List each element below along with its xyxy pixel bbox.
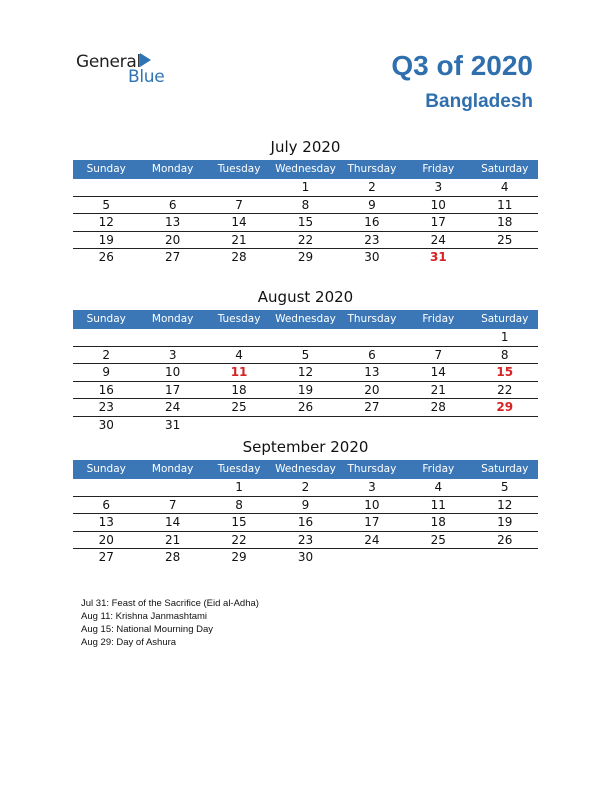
day-cell: 11	[497, 197, 513, 212]
day-cell: 16	[297, 515, 314, 529]
day-cell	[139, 179, 205, 196]
day-cell: 10	[430, 197, 446, 212]
day-cell: 6	[368, 347, 376, 362]
day-cell: 28	[164, 550, 181, 564]
day-cell: 4	[500, 180, 509, 194]
weekday-label: Thursday	[347, 313, 397, 325]
day-cell: 14	[430, 365, 446, 379]
weekday-label: Monday	[151, 463, 194, 475]
weekday-label: Saturday	[481, 163, 529, 175]
day-cell: 10	[364, 497, 380, 512]
day-cell: 12	[497, 497, 513, 512]
day-cell: 20	[98, 532, 114, 547]
day-cell: 2	[102, 347, 111, 362]
weekday-label: Thursday	[347, 163, 397, 175]
weekday-label: Thursday	[347, 463, 397, 475]
day-cell: 10	[164, 365, 181, 379]
week-row	[73, 214, 538, 232]
day-cell	[405, 329, 471, 346]
week-row	[73, 329, 538, 347]
weekday-header	[73, 460, 538, 479]
month-title: September 2020	[242, 438, 369, 456]
week-row	[73, 479, 538, 497]
holiday-day-cell: 29	[496, 400, 514, 414]
quarter-title: Q3 of 2020	[391, 50, 533, 81]
month-calendar-august	[73, 286, 538, 434]
day-cell: 30	[297, 550, 314, 564]
day-cell	[405, 549, 471, 567]
day-cell: 9	[368, 197, 376, 212]
day-cell: 4	[235, 347, 243, 362]
day-cell	[472, 249, 538, 267]
day-cell	[206, 179, 272, 196]
day-cell	[139, 329, 205, 346]
month-title: August 2020	[257, 288, 354, 306]
day-cell: 6	[168, 197, 177, 212]
day-cell: 8	[235, 497, 243, 512]
day-cell: 26	[297, 400, 314, 414]
day-cell: 16	[98, 382, 114, 397]
generalblue-logo	[76, 52, 176, 92]
day-cell: 16	[364, 215, 380, 229]
day-cell: 21	[164, 532, 181, 547]
holiday-day-cell: 15	[496, 365, 514, 379]
week-row	[73, 179, 538, 197]
day-cell: 30	[364, 250, 380, 264]
day-cell	[339, 549, 405, 567]
day-cell: 26	[497, 532, 513, 547]
weekday-label: Wednesday	[275, 463, 336, 475]
day-cell: 7	[168, 497, 177, 512]
week-row	[73, 532, 538, 550]
weekday-label: Saturday	[481, 313, 529, 325]
holiday-note: Aug 11: Krishna Janmashtami	[81, 611, 208, 622]
day-cell	[139, 479, 205, 496]
day-cell	[472, 549, 538, 567]
day-cell: 25	[231, 400, 247, 414]
day-cell: 20	[364, 382, 380, 397]
week-row	[73, 249, 538, 267]
day-cell: 1	[301, 180, 310, 194]
day-cell: 3	[434, 180, 443, 194]
day-cell: 22	[297, 232, 314, 247]
weekday-label: Saturday	[481, 463, 529, 475]
day-cell: 1	[235, 480, 243, 494]
weekday-label: Friday	[422, 163, 455, 175]
day-cell: 14	[164, 515, 181, 529]
day-cell: 23	[98, 400, 114, 414]
weekday-label: Friday	[422, 463, 455, 475]
day-cell: 21	[231, 232, 247, 247]
day-cell: 31	[164, 417, 181, 432]
logo-flag-icon	[140, 53, 151, 67]
day-cell: 25	[430, 532, 446, 547]
weekday-header	[73, 310, 538, 329]
day-cell: 5	[500, 480, 509, 494]
day-cell: 25	[497, 232, 513, 247]
week-row	[73, 514, 538, 532]
day-cell	[339, 417, 405, 435]
day-cell: 22	[497, 382, 513, 397]
day-cell: 2	[301, 480, 310, 494]
logo-text-blue: Blue	[128, 67, 165, 87]
day-cell	[73, 329, 139, 346]
day-cell: 5	[301, 347, 310, 362]
week-row	[73, 364, 538, 382]
day-cell: 3	[168, 347, 177, 362]
day-cell: 1	[500, 330, 509, 344]
week-row	[73, 417, 538, 435]
week-row	[73, 382, 538, 400]
month-title: July 2020	[270, 138, 341, 156]
day-cell: 7	[434, 347, 443, 362]
week-row	[73, 497, 538, 515]
week-row	[73, 347, 538, 365]
day-cell: 3	[368, 480, 376, 494]
day-cell: 17	[364, 515, 380, 529]
day-cell	[405, 417, 471, 435]
holiday-note: Jul 31: Feast of the Sacrifice (Eid al-Adha)	[81, 598, 259, 609]
day-cell	[206, 329, 272, 346]
day-cell: 18	[430, 515, 446, 529]
day-cell: 29	[231, 550, 247, 564]
weekday-label: Friday	[422, 313, 455, 325]
day-cell: 21	[430, 382, 446, 397]
month-calendar-july	[73, 136, 538, 267]
day-cell: 9	[301, 497, 310, 512]
day-cell: 12	[297, 365, 314, 379]
weekday-label: Monday	[151, 313, 194, 325]
day-cell: 19	[297, 382, 314, 397]
day-cell: 2	[368, 180, 376, 194]
week-row	[73, 232, 538, 250]
weekday-label: Sunday	[86, 313, 126, 325]
day-cell: 17	[164, 382, 181, 397]
day-cell: 6	[102, 497, 111, 512]
country-title: Bangladesh	[425, 91, 533, 112]
weekday-label: Sunday	[86, 163, 126, 175]
day-cell	[73, 479, 139, 496]
day-cell: 14	[231, 215, 247, 229]
day-cell: 26	[98, 250, 114, 264]
day-cell	[272, 417, 338, 435]
day-cell	[339, 329, 405, 346]
weekday-label: Sunday	[86, 463, 126, 475]
day-cell: 13	[164, 215, 181, 229]
day-cell: 9	[102, 365, 111, 379]
month-calendar-september	[73, 436, 538, 567]
day-cell: 27	[98, 550, 114, 564]
day-cell: 23	[297, 532, 314, 547]
day-cell: 13	[98, 515, 114, 529]
week-row	[73, 399, 538, 417]
holiday-notes	[81, 597, 259, 649]
day-cell: 4	[434, 480, 443, 494]
day-cell: 30	[98, 417, 114, 432]
day-cell: 5	[102, 197, 111, 212]
day-cell: 8	[500, 347, 509, 362]
day-cell: 19	[497, 515, 513, 529]
day-cell: 8	[301, 197, 310, 212]
day-cell: 18	[231, 382, 247, 397]
weekday-header	[73, 160, 538, 179]
week-row	[73, 197, 538, 215]
logo-text-general: General	[76, 52, 141, 72]
holiday-note: Aug 15: National Mourning Day	[81, 624, 214, 635]
weekday-label: Tuesday	[217, 163, 261, 175]
day-cell: 24	[164, 400, 181, 414]
day-cell: 7	[235, 197, 243, 212]
day-cell: 27	[364, 400, 380, 414]
weekday-label: Monday	[151, 163, 194, 175]
weekday-label: Wednesday	[275, 313, 336, 325]
day-cell: 15	[297, 215, 314, 229]
day-cell: 12	[98, 215, 114, 229]
day-cell: 24	[430, 232, 446, 247]
day-cell	[73, 179, 139, 196]
weekday-label: Wednesday	[275, 163, 336, 175]
weekday-label: Tuesday	[217, 463, 261, 475]
holiday-note: Aug 29: Day of Ashura	[81, 637, 177, 648]
day-cell: 29	[297, 250, 314, 264]
day-cell: 23	[364, 232, 380, 247]
day-cell	[472, 417, 538, 435]
day-cell: 15	[231, 515, 247, 529]
weekday-label: Tuesday	[217, 313, 261, 325]
day-cell: 20	[164, 232, 181, 247]
day-cell: 22	[231, 532, 247, 547]
day-cell	[272, 329, 338, 346]
day-cell: 18	[497, 215, 513, 229]
day-cell: 28	[231, 250, 247, 264]
day-cell: 17	[430, 215, 446, 229]
day-cell	[206, 417, 272, 435]
holiday-day-cell: 11	[230, 365, 248, 379]
week-row	[73, 549, 538, 567]
day-cell: 11	[430, 497, 446, 512]
day-cell: 13	[364, 365, 380, 379]
day-cell: 28	[430, 400, 446, 414]
day-cell: 19	[98, 232, 114, 247]
day-cell: 24	[364, 532, 380, 547]
day-cell: 27	[164, 250, 181, 264]
holiday-day-cell: 31	[429, 250, 447, 264]
